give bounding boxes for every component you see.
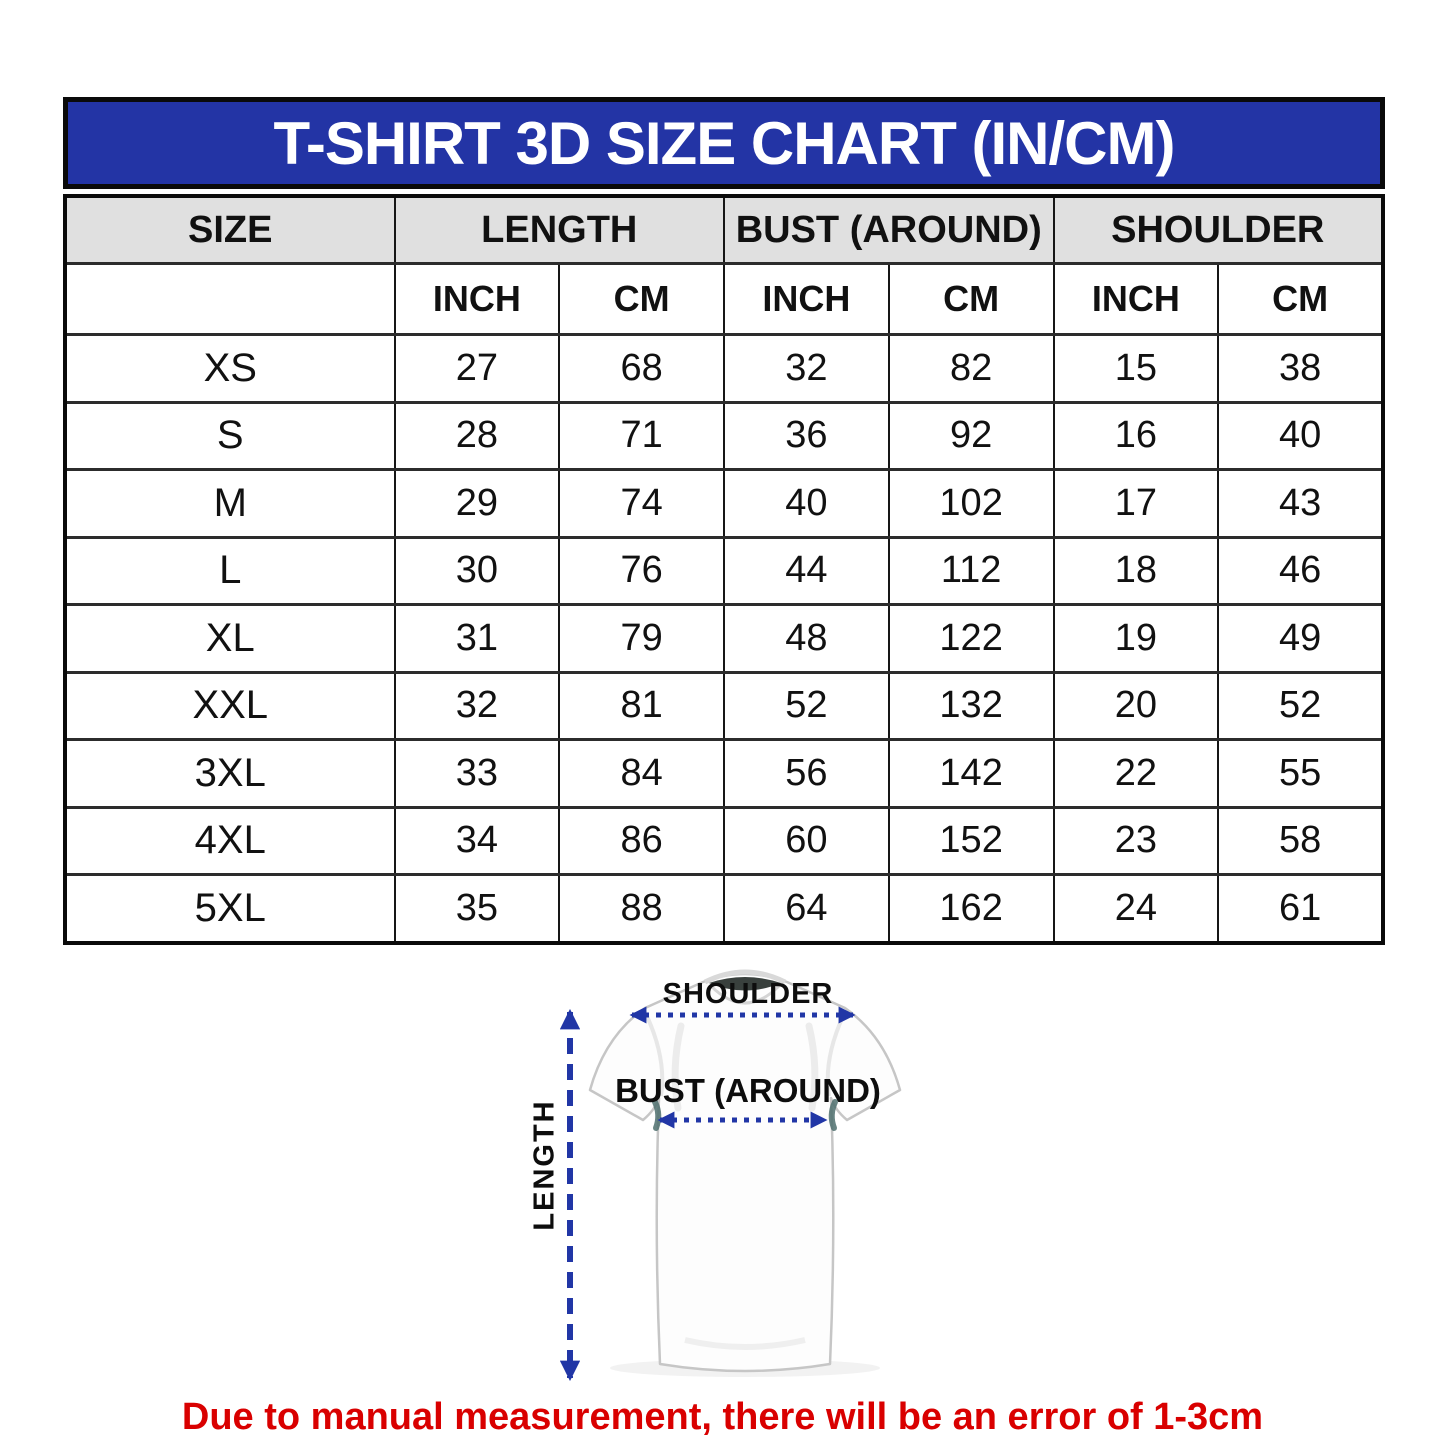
table-cell: 79 <box>559 605 724 673</box>
length-measure-label: LENGTH <box>528 1099 561 1231</box>
size-label: 4XL <box>65 807 395 875</box>
table-cell: 30 <box>395 537 560 605</box>
measurement-diagram <box>0 962 1445 1402</box>
table-cell: 142 <box>889 740 1054 808</box>
table-cell: 55 <box>1218 740 1383 808</box>
table-row <box>65 875 1383 943</box>
unit-header: INCH <box>724 264 889 335</box>
unit-header: CM <box>1218 264 1383 335</box>
table-row <box>65 402 1383 470</box>
table-cell: 48 <box>724 605 889 673</box>
table-header-row <box>65 196 1383 264</box>
table-cell: 52 <box>1218 672 1383 740</box>
column-header-shoulder: SHOULDER <box>1054 196 1384 264</box>
table-cell: 68 <box>559 335 724 403</box>
tshirt-image <box>590 972 900 1377</box>
unit-header: INCH <box>1054 264 1219 335</box>
table-cell: 122 <box>889 605 1054 673</box>
table-cell: 33 <box>395 740 560 808</box>
table-cell: 40 <box>724 470 889 538</box>
table-cell: 88 <box>559 875 724 943</box>
table-cell: 58 <box>1218 807 1383 875</box>
table-cell: 71 <box>559 402 724 470</box>
column-header-size: SIZE <box>65 196 395 264</box>
tshirt-diagram-canvas <box>0 962 1445 1402</box>
table-row <box>65 740 1383 808</box>
table-cell: 74 <box>559 470 724 538</box>
table-cell: 36 <box>724 402 889 470</box>
table-cell: 31 <box>395 605 560 673</box>
size-chart-table <box>63 194 1385 945</box>
table-cell: 76 <box>559 537 724 605</box>
table-cell: 32 <box>724 335 889 403</box>
table-row <box>65 605 1383 673</box>
table-cell: 49 <box>1218 605 1383 673</box>
table-cell: 152 <box>889 807 1054 875</box>
table-cell: 92 <box>889 402 1054 470</box>
page-title: T-SHIRT 3D SIZE CHART (IN/CM) <box>273 109 1175 177</box>
size-label: XXL <box>65 672 395 740</box>
table-cell: 52 <box>724 672 889 740</box>
table-cell: 86 <box>559 807 724 875</box>
size-label: L <box>65 537 395 605</box>
table-cell: 17 <box>1054 470 1219 538</box>
table-unit-row <box>65 264 1383 335</box>
table-cell: 28 <box>395 402 560 470</box>
table-cell: 19 <box>1054 605 1219 673</box>
table-cell: 102 <box>889 470 1054 538</box>
table-row <box>65 807 1383 875</box>
table-cell: 15 <box>1054 335 1219 403</box>
table-cell: 112 <box>889 537 1054 605</box>
table-cell: 84 <box>559 740 724 808</box>
table-cell: 82 <box>889 335 1054 403</box>
table-cell: 23 <box>1054 807 1219 875</box>
table-cell: 24 <box>1054 875 1219 943</box>
shoulder-measure-label: SHOULDER <box>662 978 834 1010</box>
measurement-error-note: Due to manual measurement, there will be an error of 1-3cm <box>181 1396 1264 1438</box>
size-label: XS <box>65 335 395 403</box>
table-cell: 44 <box>724 537 889 605</box>
bust-measure-label: BUST (AROUND) <box>615 1072 881 1109</box>
title-bar <box>63 97 1385 189</box>
table-cell: 40 <box>1218 402 1383 470</box>
table-row <box>65 470 1383 538</box>
table-cell: 61 <box>1218 875 1383 943</box>
size-label: XL <box>65 605 395 673</box>
size-label: 3XL <box>65 740 395 808</box>
table-cell: 132 <box>889 672 1054 740</box>
table-cell: 46 <box>1218 537 1383 605</box>
table-cell: 22 <box>1054 740 1219 808</box>
unit-header: CM <box>559 264 724 335</box>
table-cell: 43 <box>1218 470 1383 538</box>
table-row <box>65 335 1383 403</box>
table-cell: 56 <box>724 740 889 808</box>
table-cell: 34 <box>395 807 560 875</box>
size-label: M <box>65 470 395 538</box>
size-label: S <box>65 402 395 470</box>
table-cell: 20 <box>1054 672 1219 740</box>
table-row <box>65 672 1383 740</box>
table-cell: 16 <box>1054 402 1219 470</box>
table-cell: 18 <box>1054 537 1219 605</box>
column-header-bust: BUST (AROUND) <box>724 196 1054 264</box>
column-header-length: LENGTH <box>395 196 725 264</box>
table-cell: 38 <box>1218 335 1383 403</box>
size-label: 5XL <box>65 875 395 943</box>
table-cell: 35 <box>395 875 560 943</box>
table-row <box>65 537 1383 605</box>
unit-header: CM <box>889 264 1054 335</box>
table-cell: 29 <box>395 470 560 538</box>
size-chart-panel <box>63 97 1385 945</box>
empty-cell <box>65 264 395 335</box>
table-cell: 32 <box>395 672 560 740</box>
table-cell: 162 <box>889 875 1054 943</box>
table-cell: 27 <box>395 335 560 403</box>
unit-header: INCH <box>395 264 560 335</box>
table-cell: 60 <box>724 807 889 875</box>
table-cell: 64 <box>724 875 889 943</box>
table-cell: 81 <box>559 672 724 740</box>
